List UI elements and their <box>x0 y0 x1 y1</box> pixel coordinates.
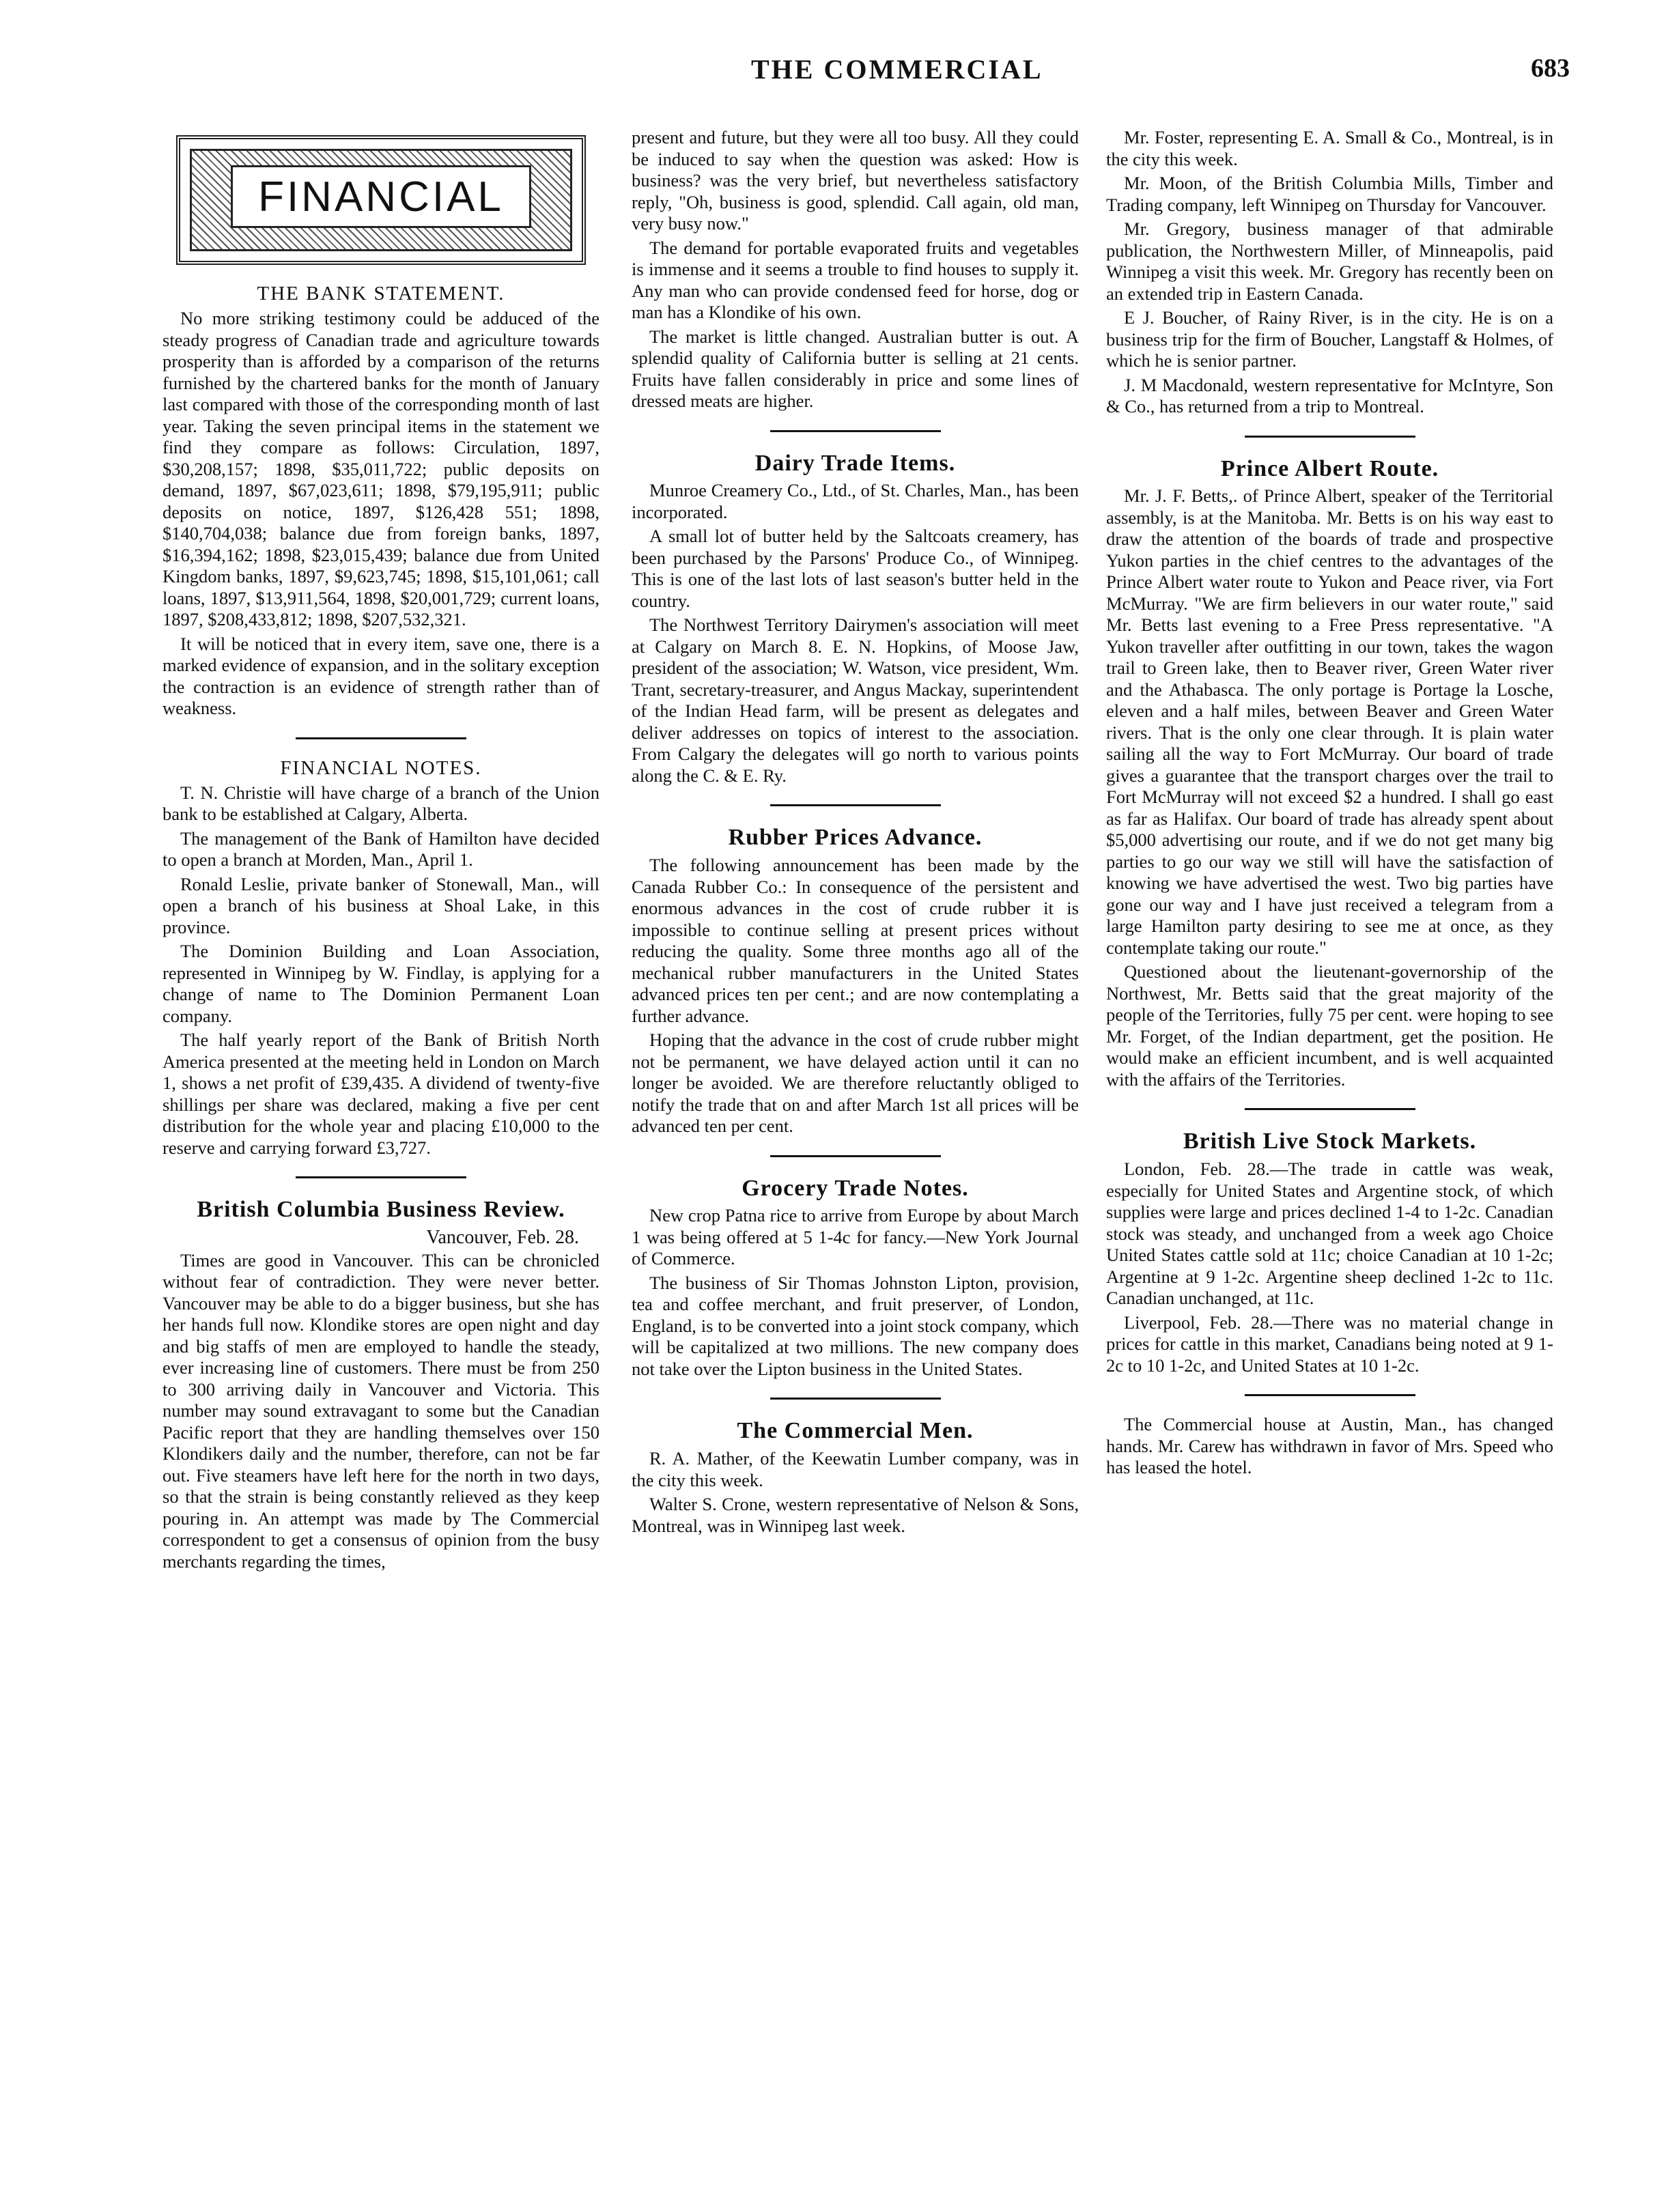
paragraph: The Northwest Territory Dairymen's association will meet at Calgary on March 8. E. N. Hopkins, of Moose Jaw, president of the association; W. Watson, vice president, Wm. Trant, secretary-treasurer, and Angus Mackay, superintendent of the Indian Head farm, will be present as delegates and deliver addresses on topics of interest to the association. From Calgary the delegates will go north to various points along the C. & E. Ry. <box>632 614 1079 786</box>
paragraph: The demand for portable evaporated fruits and vegetables is immense and it seems a trouble to find houses to supply it. Any man who can provide condensed feed for horse, dog or man has a Klondike of his own. <box>632 237 1079 322</box>
paragraph: It will be noticed that in every item, save one, there is a marked evidence of expansion, and in the solitary exception the contraction is an evidence of strength rather than of weakness. <box>163 633 599 718</box>
paragraph: J. M Macdonald, western representative for McIntyre, Son & Co., has returned from a trip to Montreal. <box>1106 374 1553 416</box>
divider <box>1245 1108 1415 1110</box>
divider <box>296 1176 466 1178</box>
headline-rubber-prices-advance: Rubber Prices Advance. <box>728 825 983 851</box>
column-2 <box>632 127 1079 2175</box>
paragraph: Mr. Gregory, business manager of that admirable publication, the Northwestern Miller, of Minneapolis, paid Winnipeg a visit this week. Mr. Gregory has recently been on an extended trip in Eastern Canada. <box>1106 218 1553 304</box>
page-header <box>0 53 1679 101</box>
headline-dairy-trade-items: Dairy Trade Items. <box>754 450 956 476</box>
headline-bc-business-review: British Columbia Business Review. <box>197 1197 565 1222</box>
paragraph: Ronald Leslie, private banker of Stonewall, Man., will open a branch of his business at Shoal Lake, in this province. <box>163 873 599 937</box>
paragraph-continued: present and future, but they were all too busy. All they could be induced to say when the question was asked: How is business? was the very brief, but nevertheless satisfactory reply, "Oh, business is good, splendid. Call again, old man, very busy now." <box>632 127 1079 233</box>
paragraph: No more striking testimony could be adduced of the steady progress of Canadian trade and agriculture towards prosperity than is afforded by a comparison of the returns furnished by the chartered banks for the month of January last compared with those of the corresponding month of last year. Taking the seven principal items in the statement we find they compare as follows: Circulation, 1897, $30,208,157; 1898, $35,011,722; public deposits on demand, 1897, $67,023,611; 1898, $79,195,911; public deposits on notice, 1897, $126,428 551; 1898, $140,704,038; balance due from foreign banks, 1897, $16,394,162; 1898, $23,015,439; balance due from United Kingdom banks, 1897, $9,623,745; 1898, $15,101,061; call loans, 1897, $13,911,564, 1898, $20,001,729; current loans, 1897, $208,433,812; 1898, $207,532,321. <box>163 308 599 629</box>
column-1 <box>163 127 599 2175</box>
divider <box>770 1155 941 1157</box>
paragraph: The business of Sir Thomas Johnston Lipton, provision, tea and coffee merchant, and fruit preserver, of London, England, is to be converted into a joint stock company, which will be capitalized at two millions. The new company does not take over the Lipton business in the United States. <box>632 1272 1079 1379</box>
banner-title: FINANCIAL <box>231 165 531 228</box>
running-title: THE COMMERCIAL <box>751 54 1043 85</box>
headline-british-live-stock-markets: British Live Stock Markets. <box>1183 1129 1477 1154</box>
financial-banner <box>176 135 586 265</box>
paragraph: Munroe Creamery Co., Ltd., of St. Charles, Man., has been incorporated. <box>632 480 1079 522</box>
divider <box>1245 436 1415 438</box>
paragraph: E J. Boucher, of Rainy River, is in the city. He is on a business trip for the firm of Boucher, Langstaff & Holmes, of which he is senior partner. <box>1106 307 1553 371</box>
column-3 <box>1106 127 1553 2175</box>
page-number: 683 <box>1531 54 1570 83</box>
paragraph: The management of the Bank of Hamilton have decided to open a branch at Morden, Man., April 1. <box>163 827 599 870</box>
divider <box>770 804 941 806</box>
paragraph: Questioned about the lieutenant-governorship of the Northwest, Mr. Betts said that the great majority of the people of the Territories, fully 75 per cent. were hoping to see Mr. Forget, of the Indian department, get the position. He would make an efficient incumbent, and is well acquainted with the affairs of the Territories. <box>1106 961 1553 1090</box>
paragraph: T. N. Christie will have charge of a branch of the Union bank to be established at Calgary, Alberta. <box>163 782 599 824</box>
section-heading-bank-statement: THE BANK STATEMENT. <box>257 283 505 304</box>
paragraph: The half yearly report of the Bank of British North America presented at the meeting held in London on March 1, shows a net profit of £39,435. A dividend of twenty-five shillings per share was declared, making a five per cent distribution for the whole year and placing £10,000 to the reserve and carrying forward £3,727. <box>163 1030 599 1158</box>
paragraph: New crop Patna rice to arrive from Europe by about March 1 was being offered at 5 1-4c for fancy.—New York Journal of Commerce. <box>632 1205 1079 1269</box>
divider <box>1245 1394 1415 1396</box>
paragraph: Mr. Foster, representing E. A. Small & Co., Montreal, is in the city this week. <box>1106 127 1553 169</box>
headline-commercial-men: The Commercial Men. <box>737 1418 974 1444</box>
section-heading-financial-notes: FINANCIAL NOTES. <box>280 756 482 779</box>
paragraph: R. A. Mather, of the Keewatin Lumber company, was in the city this week. <box>632 1448 1079 1490</box>
headline-grocery-trade-notes: Grocery Trade Notes. <box>742 1175 969 1201</box>
divider <box>296 737 466 739</box>
headline-prince-albert-route: Prince Albert Route. <box>1220 455 1439 481</box>
paragraph: A small lot of butter held by the Saltcoats creamery, has been purchased by the Parsons' Produce Co., of Winnipeg. This is one of the last lots of last season's butter held in the country. <box>632 526 1079 611</box>
paragraph: Hoping that the advance in the cost of crude rubber might not be permanent, we have delayed action until it can no longer be avoided. We are therefore reluctantly obliged to notify the trade that on and after March 1st all prices will be advanced ten per cent. <box>632 1030 1079 1137</box>
paragraph: The Dominion Building and Loan Association, represented in Winnipeg by W. Findlay, is applying for a change of name to The Dominion Permanent Loan company. <box>163 941 599 1026</box>
paragraph: Walter S. Crone, western representative of Nelson & Sons, Montreal, was in Winnipeg last week. <box>632 1494 1079 1536</box>
divider <box>770 1398 941 1400</box>
paragraph: Liverpool, Feb. 28.—There was no material change in prices for cattle in this market, Canadians being noted at 9 1-2c to 10 1-2c, and United States at 10 1-2c. <box>1106 1311 1553 1376</box>
paragraph: The following announcement has been made by the Canada Rubber Co.: In consequence of the persistent and enormous advances in the cost of crude rubber it is impossible to continue selling at present prices without reducing the quality. Some three months ago all of the mechanical rubber manufacturers in the United States advanced prices ten per cent.; and are now contemplating a further advance. <box>632 855 1079 1026</box>
paragraph: Times are good in Vancouver. This can be chronicled without fear of contradiction. They were never better. Vancouver may be able to do a bigger business, but she has her hands full now. Klondike stores are open night and day and big staffs of men are employed to handle the steady, ever increasing line of customers. There must be from 250 to 300 arriving daily in Vancouver and Victoria. This number may sound extravagant to some but the Canadian Pacific report that they are handling themselves over 150 Klondikers daily and the number, therefore, can not be far out. Five steamers have left here for the north in two days, so that the strain is being constantly relieved as they keep pouring in. An attempt was made by The Commercial correspondent to get a consensus of opinion from the busy merchants regarding the times, <box>163 1249 599 1572</box>
divider <box>770 430 941 432</box>
paragraph: London, Feb. 28.—The trade in cattle was weak, especially for United States and Argentine stock, of which supplies were large and prices declined 1-4 to 1-2c. Canadian stock was steady, and unchanged from a week ago Choice United States cattle sold at 11c; choice Canadian at 10 1-2c; Argentine at 9 1-2c. Argentine sheep declined 1-2c to 11c. Canadian unchanged, at 11c. <box>1106 1159 1553 1309</box>
dateline: Vancouver, Feb. 28. <box>426 1226 579 1248</box>
paragraph: The Commercial house at Austin, Man., has changed hands. Mr. Carew has withdrawn in favor of Mrs. Speed who has leased the hotel. <box>1106 1414 1553 1478</box>
paragraph: The market is little changed. Australian butter is out. A splendid quality of California butter is selling at 21 cents. Fruits have fallen considerably in price and some lines of dressed meats are higher. <box>632 326 1079 411</box>
paragraph: Mr. J. F. Betts,. of Prince Albert, speaker of the Territorial assembly, is at the Manitoba. Mr. Betts is on his way east to draw the attention of the boards of trade and prospective Yukon parties in the chief centres to the advantages of the Prince Albert water route to Yukon and Peace river, via Fort McMurray. "We are firm believers in our water route," said Mr. Betts last evening to a Free Press representative. "A Yukon traveller after outfitting in our town, takes the wagon trail to Green lake, then to Beaver river, Green Water river and the Athabasca. The only portage is Portage la Losche, eleven and a half miles, between Beaver and Green Water rivers. That is the only one clear through. It is plain water sailing all the way to Fort McMurray. Our board of trade gives a guarantee that the transport charges over the trail to Fort McMurray will not exceed $2 a hundred. I shall go east as far as Halifax. Our board of trade has already spent about $5,000 advertising our route, and if we do not get many big parties to go our way we still will have the satisfaction of knowing we have advertised the west. Two big parties have gone our way and I have just received a telegram from a large Hamilton party desiring to see me at once, as they contemplate taking our route." <box>1106 485 1553 958</box>
paragraph: Mr. Moon, of the British Columbia Mills, Timber and Trading company, left Winnipeg on Thursday for Vancouver. <box>1106 173 1553 215</box>
